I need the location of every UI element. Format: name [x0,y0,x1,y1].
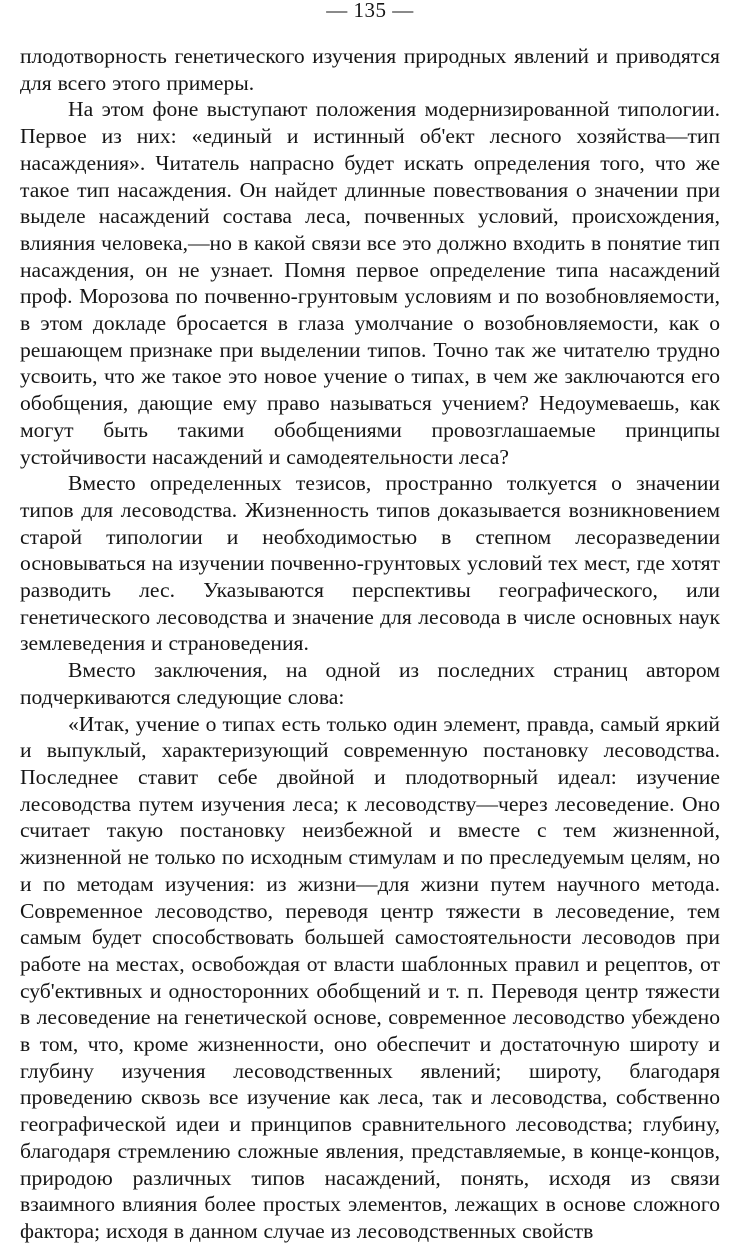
body-text [20,43,720,1245]
paragraph-typology: На этом фоне выступают положения модернизированной типологии. Первое из них: «единый и истинный об'ект лесного хозяйства—тип насаждения». Читатель напрасно будет искать определения того, что же такое тип насаждения. Он найдет длинные повествования о значении при выделе насаждений состава леса, почвенных условий, происхождения, влияния человека,—но в какой связи все это должно входить в понятие тип насаждения, он не узнает. Помня первое определение типа насаждений проф. Морозова по почвенно-грунтовым условиям и по возобновляемости, в этом докладе бросается в глаза умолчание о возобновляемости, как о решающем признаке при выделении типов. Точно так же читателю трудно усвоить, что же такое это новое учение о типах, в чем же заключаются его обобщения, дающие ему право называться учением? Недоумеваешь, как могут быть такими обобщениями провозглашаемые принципы устойчивости насаждений и самодеятельности леса? [20,97,720,469]
page-number: — 135 — [326,0,414,22]
paragraph-quotation: «Итак, учение о типах есть только один элемент, правда, самый яркий и выпуклый, характеризующий современную постановку лесоводства. Последнее ставит себе двойной и плодотворный идеал: изучение лесоводства путем изучения леса; к лесоводству—через лесоведение. Оно считает такую постановку неизбежной и вместе с тем жизненной, жизненной не только по исходным стимулам и по преследуемым целям, но и по методам изучения: из жизни—для жизни путем научного метода. Современное лесоводство, переводя центр тяжести в лесоведение, тем самым будет способствовать большей самостоятельности лесоводов при работе на местах, освобождая от власти шаблонных правил и рецептов, от суб'ективных и односторонних обобщений и т. п. Переводя центр тяжести в лесоведение на генетической основе, современное лесоводство убеждено в том, что, кроме жизненности, оно обеспечит и достаточную широту и глубину изучения лесоводственных явлений; широту, благодаря проведению сквозь все изучение как леса, так и лесоводства, собственно географической идеи и принципов сравнительного лесоводства; глубину, благодаря стремлению сложные явления, представляемые, в конце-концов, природою различных типов насаждений, понять, исходя из связи взаимного влияния более простых элементов, лежащих в основе сложного фактора; исходя в данном случае из лесоводственных свойств [20,711,720,1243]
paragraph-conclusion-intro: Вместо заключения, на одной из последних страниц автором подчеркиваются следующие слова: [20,658,720,709]
paragraph-continuation: плодотворность генетического изучения природных явлений и приводятся для всего этого примеры. [20,44,720,95]
paragraph-theses: Вместо определенных тезисов, пространно толкуется о значении типов для лесоводства. Жизненность типов доказывается возникновением старой типологии и необходимостью в степном лесоразведении основываться на изучении почвенно-грунтовых условий тех мест, где хотят разводить лес. Указываются перспективы географического, или генетического лесоводства и значение для лесовода в числе основных наук землеведения и страноведения. [20,471,720,656]
